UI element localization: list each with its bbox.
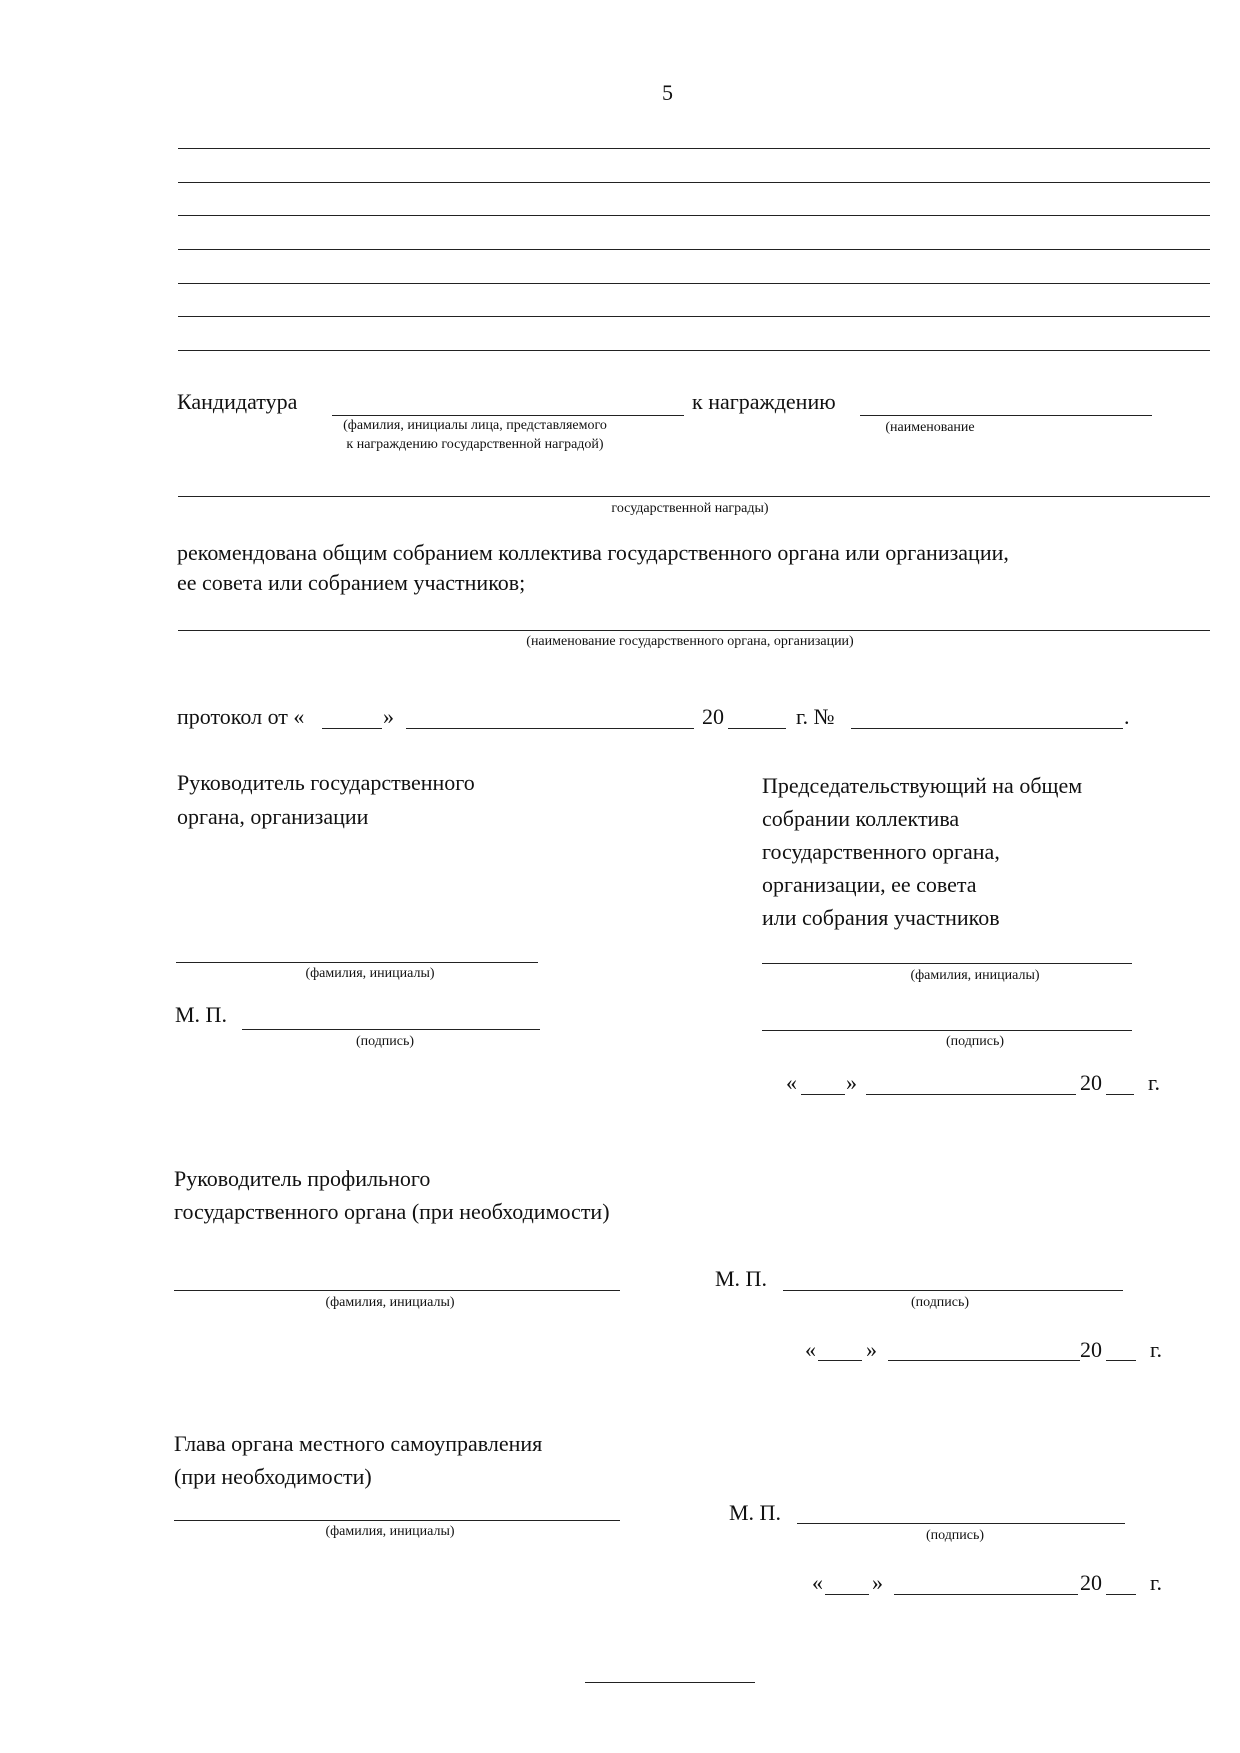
local-head-date-day-field[interactable] (825, 1594, 869, 1595)
profile-head-date-day-field[interactable] (818, 1360, 862, 1361)
blank-line[interactable] (178, 283, 1210, 284)
chairman-year-suffix: г. (1148, 1070, 1161, 1095)
local-head-signature-field[interactable] (797, 1523, 1125, 1524)
chairman-title-3: государственного органа, (762, 839, 1000, 864)
chairman-name-caption: (фамилия, инициалы) (910, 968, 1040, 983)
blank-line[interactable] (178, 215, 1210, 216)
head-of-body-name-field[interactable] (176, 962, 538, 963)
recommendation-text-2: ее совета или собранием участников; (177, 570, 526, 595)
protocol-quote-close: » (383, 704, 394, 729)
profile-head-title-1: Руководитель профильного (174, 1166, 431, 1191)
protocol-number-field[interactable] (851, 728, 1123, 729)
profile-head-name-field[interactable] (174, 1290, 620, 1291)
profile-head-name-caption: (фамилия, инициалы) (325, 1295, 455, 1310)
award-name-field[interactable] (860, 415, 1152, 416)
profile-head-year-suffix: г. (1150, 1337, 1163, 1362)
organization-name-field[interactable] (178, 630, 1210, 631)
chairman-signature-field[interactable] (762, 1030, 1132, 1031)
local-head-year-field[interactable] (1106, 1594, 1136, 1595)
candidate-name-caption-2: к награждению государственной наградой) (346, 437, 604, 452)
local-head-year-suffix: г. (1150, 1570, 1163, 1595)
blank-line[interactable] (178, 182, 1210, 183)
chairman-signature-caption: (подпись) (945, 1034, 1005, 1049)
profile-head-date-month-field[interactable] (888, 1360, 1080, 1361)
chairman-date-month-field[interactable] (866, 1094, 1076, 1095)
protocol-prefix: протокол от « (177, 704, 305, 729)
chairman-name-field[interactable] (762, 963, 1132, 964)
recommendation-text-1: рекомендована общим собранием коллектива государственного органа или организации, (177, 540, 1009, 565)
local-head-title-2: (при необходимости) (174, 1464, 372, 1489)
page-number: 5 (662, 80, 673, 105)
end-divider (585, 1682, 755, 1683)
award-label: к награждению (692, 389, 836, 414)
chairman-date-close: » (846, 1070, 857, 1095)
protocol-year-field[interactable] (728, 728, 786, 729)
local-head-date-month-field[interactable] (894, 1594, 1078, 1595)
profile-head-title-2: государственного органа (при необходимости) (174, 1199, 610, 1224)
profile-head-year-prefix: 20 (1080, 1337, 1102, 1362)
profile-head-signature-caption: (подпись) (910, 1295, 970, 1310)
chairman-date-day-field[interactable] (801, 1094, 845, 1095)
profile-head-date-close: » (866, 1337, 877, 1362)
local-head-seal-label: М. П. (729, 1500, 781, 1525)
head-of-body-title-2: органа, организации (177, 804, 369, 829)
chairman-year-field[interactable] (1106, 1094, 1134, 1095)
local-head-date-close: » (872, 1570, 883, 1595)
blank-line[interactable] (178, 249, 1210, 250)
blank-line[interactable] (178, 316, 1210, 317)
protocol-month-field[interactable] (406, 728, 694, 729)
profile-head-seal-label: М. П. (715, 1266, 767, 1291)
local-head-name-field[interactable] (174, 1520, 620, 1521)
chairman-title-4: организации, ее совета (762, 872, 977, 897)
blank-line[interactable] (178, 148, 1210, 149)
profile-head-year-field[interactable] (1106, 1360, 1136, 1361)
chairman-title-2: собрании коллектива (762, 806, 960, 831)
protocol-day-field[interactable] (322, 728, 382, 729)
head-of-body-signature-field[interactable] (242, 1029, 540, 1030)
protocol-end: . (1124, 704, 1130, 729)
candidate-name-field[interactable] (332, 415, 684, 416)
award-name-field-continued[interactable] (178, 496, 1210, 497)
local-head-signature-caption: (подпись) (925, 1528, 985, 1543)
chairman-title-5: или собрания участников (762, 905, 1000, 930)
protocol-year-prefix: 20 (702, 704, 724, 729)
head-of-body-signature-caption: (подпись) (355, 1034, 415, 1049)
head-of-body-name-caption: (фамилия, инициалы) (305, 966, 435, 981)
organization-caption: (наименование государственного органа, организации) (526, 634, 854, 649)
local-head-title-1: Глава органа местного самоуправления (174, 1431, 543, 1456)
head-of-body-title-1: Руководитель государственного (177, 770, 475, 795)
award-caption-start: (наименование (885, 420, 975, 435)
profile-head-date-open: « (805, 1337, 816, 1362)
blank-line[interactable] (178, 350, 1210, 351)
local-head-date-open: « (812, 1570, 823, 1595)
profile-head-signature-field[interactable] (783, 1290, 1123, 1291)
chairman-date-open: « (786, 1070, 797, 1095)
chairman-year-prefix: 20 (1080, 1070, 1102, 1095)
candidate-name-caption-1: (фамилия, инициалы лица, представляемого (343, 418, 607, 433)
award-caption-end: государственной награды) (611, 501, 769, 516)
protocol-number-label: г. № (796, 704, 835, 729)
local-head-year-prefix: 20 (1080, 1570, 1102, 1595)
local-head-name-caption: (фамилия, инициалы) (325, 1524, 455, 1539)
chairman-title-1: Председательствующий на общем (762, 773, 1083, 798)
head-of-body-seal-label: М. П. (175, 1002, 227, 1027)
candidacy-label: Кандидатура (177, 389, 298, 414)
